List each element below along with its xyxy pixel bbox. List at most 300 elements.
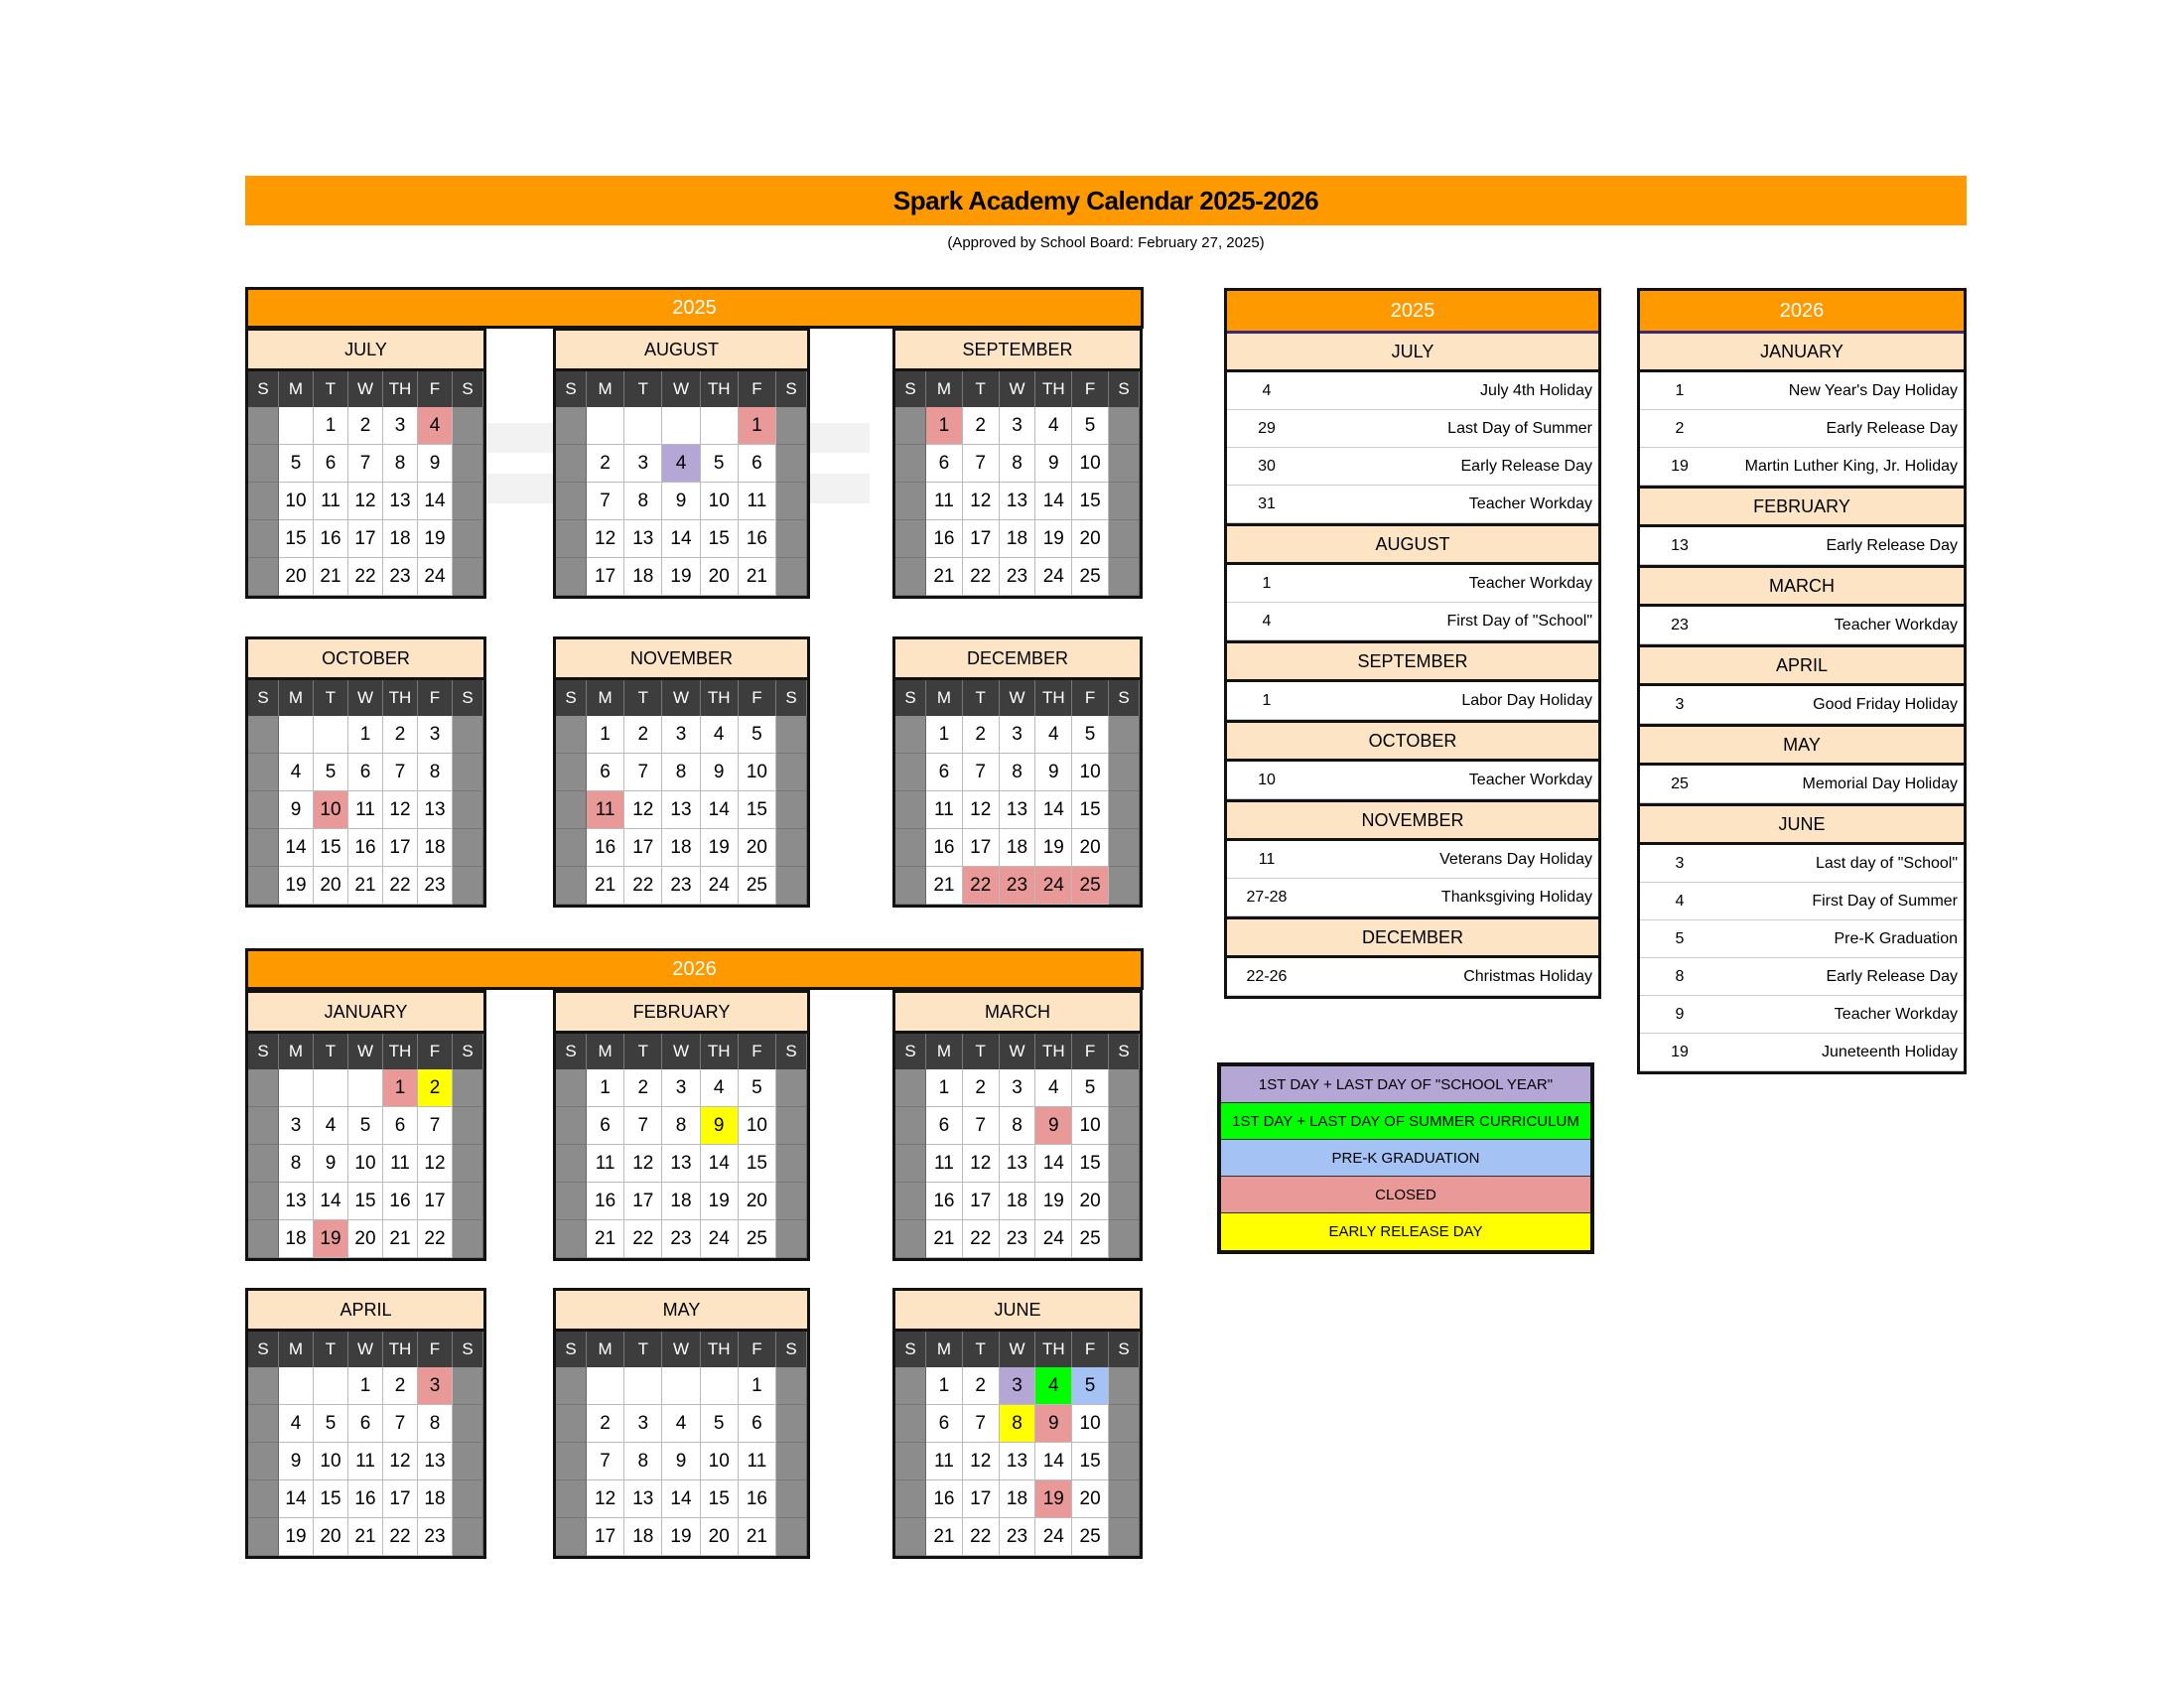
day-cell: 25 bbox=[1072, 558, 1109, 596]
day-cell: 5 bbox=[1072, 407, 1109, 445]
day-cell: 5 bbox=[1072, 1367, 1109, 1405]
day-cell: 18 bbox=[279, 1220, 314, 1258]
weekend-cell bbox=[1109, 1069, 1140, 1107]
event-description: Early Release Day bbox=[1826, 536, 1958, 554]
weekday-header: TH bbox=[1035, 371, 1072, 407]
event-row bbox=[1640, 527, 1964, 565]
legend-item: PRE-K GRADUATION bbox=[1221, 1140, 1590, 1177]
weekend-cell bbox=[895, 483, 926, 520]
day-cell: 22 bbox=[383, 867, 418, 905]
weekday-header: M bbox=[926, 1034, 963, 1069]
weekday-header: T bbox=[963, 680, 1000, 716]
weekend-cell bbox=[453, 867, 483, 905]
row-stripe bbox=[486, 474, 553, 503]
weekend-cell bbox=[895, 407, 926, 445]
day-cell: 9 bbox=[1035, 1107, 1072, 1145]
day-cell: 14 bbox=[314, 1183, 348, 1220]
weekday-header: S bbox=[895, 371, 926, 407]
event-description: July 4th Holiday bbox=[1480, 381, 1592, 399]
day-cell: 12 bbox=[383, 1443, 418, 1480]
event-description: Teacher Workday bbox=[1468, 574, 1592, 592]
weekend-cell bbox=[453, 754, 483, 791]
day-cell: 11 bbox=[926, 483, 963, 520]
weekend-cell bbox=[556, 407, 587, 445]
weekend-cell bbox=[556, 1443, 587, 1480]
day-cell: 23 bbox=[418, 1518, 453, 1556]
event-date: 1 bbox=[1675, 381, 1685, 399]
day-cell: 25 bbox=[1072, 867, 1109, 905]
events-month-header: JULY bbox=[1227, 334, 1598, 372]
weekend-cell bbox=[776, 1480, 807, 1518]
weekend-cell bbox=[776, 791, 807, 829]
day-cell: 21 bbox=[926, 558, 963, 596]
weekend-cell bbox=[1109, 483, 1140, 520]
day-cell: 18 bbox=[1000, 1183, 1036, 1220]
weekday-header: W bbox=[1000, 1332, 1036, 1367]
day-cell: 10 bbox=[314, 1443, 348, 1480]
day-cell: 14 bbox=[1035, 483, 1072, 520]
events-month-header: APRIL bbox=[1640, 644, 1964, 686]
day-cell: 17 bbox=[383, 829, 418, 867]
legend-item: EARLY RELEASE DAY bbox=[1221, 1213, 1590, 1250]
day-cell: 18 bbox=[1000, 1480, 1036, 1518]
events-month-header: MAY bbox=[1640, 724, 1964, 766]
weekend-cell bbox=[776, 1183, 807, 1220]
day-cell: 20 bbox=[348, 1220, 383, 1258]
event-date: 19 bbox=[1671, 457, 1689, 475]
weekend-cell bbox=[895, 867, 926, 905]
weekday-header: T bbox=[314, 371, 348, 407]
day-cell: 25 bbox=[1072, 1220, 1109, 1258]
month-april bbox=[245, 1288, 486, 1559]
event-date: 4 bbox=[1675, 892, 1685, 910]
day-cell: 11 bbox=[739, 483, 776, 520]
empty-day-cell bbox=[624, 407, 662, 445]
day-cell: 12 bbox=[963, 1145, 1000, 1183]
day-cell: 13 bbox=[624, 520, 662, 558]
event-row bbox=[1227, 879, 1598, 916]
day-cell: 17 bbox=[624, 829, 662, 867]
weekend-cell bbox=[776, 407, 807, 445]
month-june bbox=[892, 1288, 1143, 1559]
event-description: Teacher Workday bbox=[1468, 771, 1592, 788]
day-cell: 25 bbox=[1072, 1518, 1109, 1556]
events-table-2026 bbox=[1637, 288, 1967, 1074]
event-row bbox=[1640, 686, 1964, 724]
day-cell: 8 bbox=[383, 445, 418, 483]
weekend-cell bbox=[248, 1069, 279, 1107]
month-august bbox=[553, 328, 810, 599]
weekend-cell bbox=[1109, 407, 1140, 445]
weekend-cell bbox=[556, 520, 587, 558]
day-cell: 15 bbox=[1072, 1145, 1109, 1183]
weekend-cell bbox=[895, 1367, 926, 1405]
day-cell: 14 bbox=[279, 829, 314, 867]
events-year-2025: 2025 bbox=[1227, 291, 1598, 334]
weekday-header: F bbox=[1072, 680, 1109, 716]
day-cell: 22 bbox=[383, 1518, 418, 1556]
event-date: 25 bbox=[1671, 774, 1689, 792]
event-row bbox=[1640, 883, 1964, 920]
day-cell: 11 bbox=[348, 791, 383, 829]
day-cell: 19 bbox=[314, 1220, 348, 1258]
day-cell: 8 bbox=[662, 754, 700, 791]
day-cell: 8 bbox=[624, 483, 662, 520]
day-cell: 19 bbox=[1035, 520, 1072, 558]
events-month-header: DECEMBER bbox=[1227, 916, 1598, 958]
day-cell: 3 bbox=[1000, 1069, 1036, 1107]
weekend-cell bbox=[776, 1367, 807, 1405]
weekend-cell bbox=[776, 520, 807, 558]
weekday-header: M bbox=[279, 680, 314, 716]
day-cell: 2 bbox=[587, 445, 624, 483]
day-cell: 7 bbox=[963, 1107, 1000, 1145]
day-cell: 4 bbox=[662, 1405, 700, 1443]
weekend-cell bbox=[556, 445, 587, 483]
weekday-header: T bbox=[624, 1332, 662, 1367]
weekend-cell bbox=[776, 1405, 807, 1443]
day-cell: 22 bbox=[963, 558, 1000, 596]
event-row bbox=[1227, 486, 1598, 523]
weekend-cell bbox=[776, 754, 807, 791]
weekend-cell bbox=[556, 829, 587, 867]
day-cell: 20 bbox=[1072, 1480, 1109, 1518]
month-name: SEPTEMBER bbox=[895, 331, 1140, 371]
day-cell: 20 bbox=[701, 1518, 739, 1556]
day-cell: 5 bbox=[279, 445, 314, 483]
weekday-header: S bbox=[1109, 680, 1140, 716]
day-cell: 20 bbox=[1072, 520, 1109, 558]
event-description: Last Day of Summer bbox=[1447, 419, 1592, 437]
row-stripe bbox=[803, 474, 870, 503]
weekday-header: T bbox=[963, 1034, 1000, 1069]
weekend-cell bbox=[1109, 791, 1140, 829]
event-date: 27-28 bbox=[1246, 888, 1288, 906]
weekend-cell bbox=[776, 1220, 807, 1258]
day-cell: 23 bbox=[1000, 1220, 1036, 1258]
weekend-cell bbox=[248, 829, 279, 867]
day-cell: 12 bbox=[348, 483, 383, 520]
day-cell: 17 bbox=[348, 520, 383, 558]
day-cell: 2 bbox=[383, 1367, 418, 1405]
event-date: 29 bbox=[1258, 419, 1276, 437]
weekend-cell bbox=[1109, 1107, 1140, 1145]
weekend-cell bbox=[776, 1145, 807, 1183]
event-date: 1 bbox=[1262, 691, 1272, 709]
day-cell: 3 bbox=[418, 716, 453, 754]
day-cell: 16 bbox=[348, 1480, 383, 1518]
event-description: Teacher Workday bbox=[1468, 494, 1592, 512]
day-cell: 20 bbox=[279, 558, 314, 596]
weekday-header: TH bbox=[1035, 680, 1072, 716]
event-date: 4 bbox=[1262, 612, 1272, 630]
month-name: OCTOBER bbox=[248, 639, 483, 680]
weekday-header: TH bbox=[383, 1034, 418, 1069]
empty-day-cell bbox=[314, 1367, 348, 1405]
day-cell: 25 bbox=[739, 1220, 776, 1258]
weekend-cell bbox=[453, 1145, 483, 1183]
weekend-cell bbox=[1109, 829, 1140, 867]
weekend-cell bbox=[895, 1480, 926, 1518]
day-cell: 21 bbox=[739, 1518, 776, 1556]
day-cell: 11 bbox=[739, 1443, 776, 1480]
weekday-header: TH bbox=[1035, 1332, 1072, 1367]
event-date: 19 bbox=[1671, 1043, 1689, 1060]
day-cell: 15 bbox=[1072, 483, 1109, 520]
weekday-header: M bbox=[926, 1332, 963, 1367]
weekday-header: F bbox=[1072, 1332, 1109, 1367]
weekday-header: TH bbox=[383, 1332, 418, 1367]
weekend-cell bbox=[453, 1443, 483, 1480]
day-cell: 2 bbox=[418, 1069, 453, 1107]
event-description: Memorial Day Holiday bbox=[1802, 774, 1958, 792]
legend-item: 1ST DAY + LAST DAY OF "SCHOOL YEAR" bbox=[1221, 1066, 1590, 1103]
day-cell: 8 bbox=[279, 1145, 314, 1183]
event-description: Teacher Workday bbox=[1834, 1005, 1958, 1023]
weekend-cell bbox=[248, 483, 279, 520]
day-cell: 9 bbox=[279, 791, 314, 829]
day-cell: 6 bbox=[926, 445, 963, 483]
day-cell: 1 bbox=[314, 407, 348, 445]
weekend-cell bbox=[248, 1145, 279, 1183]
weekday-header: S bbox=[776, 680, 807, 716]
month-name: DECEMBER bbox=[895, 639, 1140, 680]
day-cell: 1 bbox=[926, 1367, 963, 1405]
weekend-cell bbox=[776, 829, 807, 867]
legend bbox=[1217, 1062, 1594, 1254]
weekday-header: W bbox=[662, 1332, 700, 1367]
weekend-cell bbox=[248, 791, 279, 829]
events-month-header: NOVEMBER bbox=[1227, 799, 1598, 841]
day-cell: 24 bbox=[418, 558, 453, 596]
day-cell: 1 bbox=[739, 407, 776, 445]
day-cell: 18 bbox=[418, 829, 453, 867]
weekend-cell bbox=[1109, 445, 1140, 483]
weekend-cell bbox=[895, 829, 926, 867]
event-description: Thanksgiving Holiday bbox=[1440, 888, 1592, 906]
weekend-cell bbox=[248, 407, 279, 445]
day-cell: 2 bbox=[963, 716, 1000, 754]
empty-day-cell bbox=[701, 1367, 739, 1405]
event-description: Last day of "School" bbox=[1816, 854, 1958, 872]
weekend-cell bbox=[556, 1367, 587, 1405]
day-cell: 6 bbox=[348, 1405, 383, 1443]
day-cell: 11 bbox=[587, 1145, 624, 1183]
day-cell: 6 bbox=[739, 445, 776, 483]
event-date: 11 bbox=[1258, 850, 1276, 868]
year-bar-2026: 2026 bbox=[245, 948, 1144, 990]
weekday-header: T bbox=[963, 371, 1000, 407]
event-row bbox=[1640, 996, 1964, 1034]
weekday-header: S bbox=[453, 680, 483, 716]
empty-day-cell bbox=[587, 1367, 624, 1405]
weekend-cell bbox=[453, 829, 483, 867]
event-row bbox=[1640, 448, 1964, 486]
event-description: Christmas Holiday bbox=[1463, 967, 1592, 985]
day-cell: 5 bbox=[1072, 716, 1109, 754]
month-october bbox=[245, 636, 486, 908]
day-cell: 22 bbox=[624, 1220, 662, 1258]
empty-day-cell bbox=[314, 716, 348, 754]
empty-day-cell bbox=[279, 407, 314, 445]
day-cell: 23 bbox=[662, 867, 700, 905]
month-name: JANUARY bbox=[248, 993, 483, 1034]
day-cell: 14 bbox=[279, 1480, 314, 1518]
event-date: 4 bbox=[1262, 381, 1272, 399]
weekend-cell bbox=[453, 520, 483, 558]
weekend-cell bbox=[1109, 1220, 1140, 1258]
event-date: 22-26 bbox=[1246, 967, 1288, 985]
day-cell: 3 bbox=[1000, 716, 1036, 754]
day-cell: 1 bbox=[926, 1069, 963, 1107]
day-cell: 16 bbox=[926, 520, 963, 558]
day-cell: 15 bbox=[701, 520, 739, 558]
weekday-header: S bbox=[248, 371, 279, 407]
event-description: Early Release Day bbox=[1460, 457, 1592, 475]
day-cell: 17 bbox=[587, 1518, 624, 1556]
weekend-cell bbox=[248, 1405, 279, 1443]
day-cell: 4 bbox=[314, 1107, 348, 1145]
day-cell: 6 bbox=[739, 1405, 776, 1443]
day-cell: 13 bbox=[383, 483, 418, 520]
event-description: Labor Day Holiday bbox=[1461, 691, 1592, 709]
day-cell: 21 bbox=[926, 1220, 963, 1258]
weekday-header: S bbox=[895, 1034, 926, 1069]
events-month-header: FEBRUARY bbox=[1640, 486, 1964, 527]
day-cell: 12 bbox=[963, 1443, 1000, 1480]
day-cell: 9 bbox=[1035, 754, 1072, 791]
day-cell: 1 bbox=[348, 716, 383, 754]
weekend-cell bbox=[248, 1107, 279, 1145]
day-cell: 19 bbox=[279, 867, 314, 905]
weekday-header: F bbox=[1072, 371, 1109, 407]
event-row bbox=[1640, 845, 1964, 883]
day-cell: 21 bbox=[926, 1518, 963, 1556]
day-cell: 21 bbox=[926, 867, 963, 905]
day-cell: 6 bbox=[587, 754, 624, 791]
weekday-header: F bbox=[418, 1332, 453, 1367]
day-cell: 19 bbox=[1035, 1480, 1072, 1518]
weekend-cell bbox=[776, 1107, 807, 1145]
weekday-header: W bbox=[348, 371, 383, 407]
month-name: MARCH bbox=[895, 993, 1140, 1034]
event-row bbox=[1227, 565, 1598, 603]
day-cell: 20 bbox=[1072, 829, 1109, 867]
weekday-header: S bbox=[248, 1332, 279, 1367]
day-cell: 7 bbox=[418, 1107, 453, 1145]
day-cell: 25 bbox=[739, 867, 776, 905]
day-cell: 21 bbox=[314, 558, 348, 596]
weekday-header: W bbox=[662, 371, 700, 407]
day-cell: 6 bbox=[926, 1405, 963, 1443]
empty-day-cell bbox=[279, 1069, 314, 1107]
day-cell: 10 bbox=[348, 1145, 383, 1183]
weekend-cell bbox=[1109, 1443, 1140, 1480]
day-cell: 11 bbox=[587, 791, 624, 829]
day-cell: 2 bbox=[624, 1069, 662, 1107]
weekday-header: W bbox=[662, 680, 700, 716]
day-cell: 3 bbox=[624, 1405, 662, 1443]
empty-day-cell bbox=[662, 1367, 700, 1405]
day-cell: 15 bbox=[739, 1145, 776, 1183]
weekend-cell bbox=[895, 1405, 926, 1443]
event-row bbox=[1227, 448, 1598, 486]
day-cell: 13 bbox=[662, 1145, 700, 1183]
weekend-cell bbox=[895, 520, 926, 558]
event-date: 9 bbox=[1675, 1005, 1685, 1023]
weekday-header: S bbox=[556, 1332, 587, 1367]
day-cell: 7 bbox=[348, 445, 383, 483]
weekday-header: W bbox=[1000, 371, 1036, 407]
day-cell: 7 bbox=[383, 1405, 418, 1443]
day-cell: 21 bbox=[587, 867, 624, 905]
day-cell: 2 bbox=[587, 1405, 624, 1443]
weekend-cell bbox=[556, 1518, 587, 1556]
weekend-cell bbox=[453, 1480, 483, 1518]
weekend-cell bbox=[248, 1480, 279, 1518]
weekend-cell bbox=[248, 1220, 279, 1258]
weekend-cell bbox=[776, 716, 807, 754]
day-cell: 24 bbox=[1035, 1518, 1072, 1556]
day-cell: 15 bbox=[1072, 1443, 1109, 1480]
day-cell: 4 bbox=[662, 445, 700, 483]
empty-day-cell bbox=[348, 1069, 383, 1107]
event-date: 31 bbox=[1258, 494, 1276, 512]
day-cell: 3 bbox=[662, 716, 700, 754]
weekend-cell bbox=[556, 1107, 587, 1145]
empty-day-cell bbox=[701, 407, 739, 445]
event-row bbox=[1640, 372, 1964, 410]
weekend-cell bbox=[453, 1367, 483, 1405]
weekend-cell bbox=[1109, 520, 1140, 558]
month-name: APRIL bbox=[248, 1291, 483, 1332]
weekday-header: F bbox=[418, 680, 453, 716]
day-cell: 7 bbox=[963, 445, 1000, 483]
day-cell: 23 bbox=[1000, 1518, 1036, 1556]
day-cell: 4 bbox=[279, 1405, 314, 1443]
day-cell: 4 bbox=[701, 1069, 739, 1107]
day-cell: 4 bbox=[1035, 407, 1072, 445]
day-cell: 14 bbox=[1035, 791, 1072, 829]
weekend-cell bbox=[248, 754, 279, 791]
day-cell: 3 bbox=[1000, 407, 1036, 445]
weekday-header: S bbox=[453, 1332, 483, 1367]
event-row bbox=[1227, 682, 1598, 720]
weekend-cell bbox=[556, 1480, 587, 1518]
event-description: New Year's Day Holiday bbox=[1788, 381, 1958, 399]
day-cell: 12 bbox=[418, 1145, 453, 1183]
weekday-header: TH bbox=[701, 680, 739, 716]
day-cell: 16 bbox=[926, 829, 963, 867]
day-cell: 10 bbox=[739, 754, 776, 791]
day-cell: 3 bbox=[383, 407, 418, 445]
weekend-cell bbox=[776, 1518, 807, 1556]
weekday-header: S bbox=[453, 371, 483, 407]
day-cell: 15 bbox=[314, 829, 348, 867]
day-cell: 8 bbox=[1000, 754, 1036, 791]
weekend-cell bbox=[1109, 1367, 1140, 1405]
empty-day-cell bbox=[314, 1069, 348, 1107]
day-cell: 4 bbox=[1035, 1367, 1072, 1405]
weekend-cell bbox=[776, 1443, 807, 1480]
day-cell: 15 bbox=[701, 1480, 739, 1518]
day-cell: 1 bbox=[926, 716, 963, 754]
day-cell: 9 bbox=[279, 1443, 314, 1480]
weekend-cell bbox=[556, 558, 587, 596]
weekday-header: M bbox=[279, 371, 314, 407]
event-date: 2 bbox=[1675, 419, 1685, 437]
day-cell: 16 bbox=[348, 829, 383, 867]
